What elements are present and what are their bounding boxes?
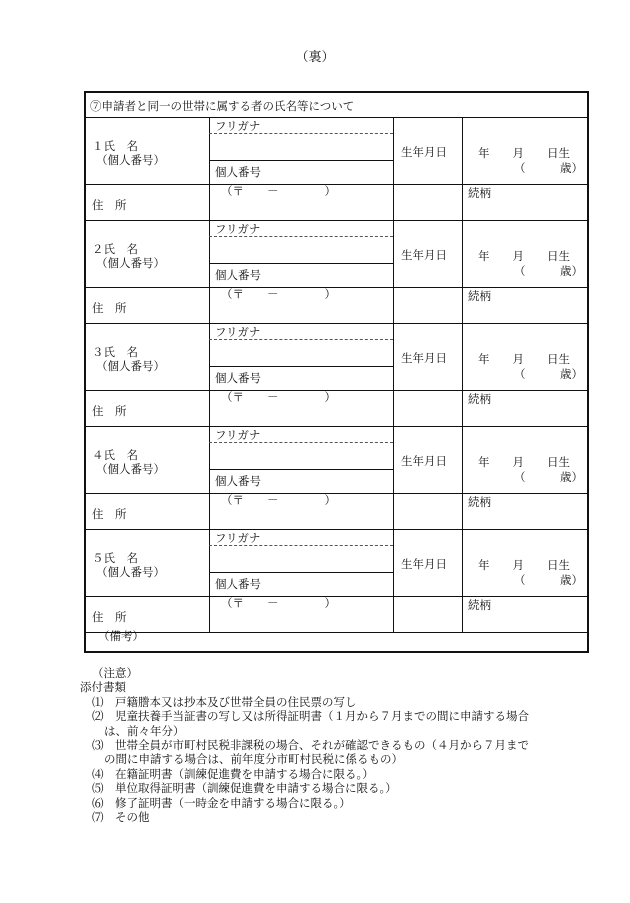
postal-code-field[interactable]: （〒 － ） [221, 390, 336, 404]
member-block-divider [86, 632, 587, 633]
age-field[interactable]: （ 歳） [514, 573, 583, 587]
kojin-bango-label: 個人番号 [215, 474, 261, 488]
name-number-divider [209, 160, 393, 161]
postal-code-field[interactable]: （〒 － ） [221, 287, 336, 301]
column-divider [393, 426, 394, 529]
member-block-divider [86, 529, 587, 530]
heading-divider [86, 117, 587, 118]
postal-code-field[interactable]: （〒 － ） [221, 493, 336, 507]
birth-date-field[interactable]: 年 月 日生 [478, 352, 570, 366]
furigana-label: フリガナ [215, 222, 261, 236]
member-name-label: ４氏 名 [92, 448, 138, 462]
form-heading: ⑦申請者と同一の世帯に属する者の氏名等について [90, 99, 355, 113]
address-label: 住 所 [92, 610, 127, 624]
relation-label: 続柄 [468, 392, 491, 406]
member-name-label: １氏 名 [92, 139, 138, 153]
furigana-label: フリガナ [215, 325, 261, 339]
column-divider [462, 323, 463, 426]
birth-date-label: 生年月日 [401, 145, 447, 159]
age-field[interactable]: （ 歳） [514, 161, 583, 175]
age-field[interactable]: （ 歳） [514, 470, 583, 484]
kojin-bango-label: 個人番号 [215, 371, 261, 385]
household-members-form [84, 91, 589, 653]
note-item-continuation: は、前々年分） [104, 723, 185, 738]
member-block-divider [86, 323, 587, 324]
address-divider [86, 596, 587, 597]
column-divider [209, 287, 210, 323]
column-divider [209, 493, 210, 529]
member-number-label: （個人番号） [96, 359, 165, 373]
column-divider [393, 529, 394, 632]
name-field[interactable] [210, 340, 392, 365]
postal-code-field[interactable]: （〒 － ） [221, 184, 336, 198]
relation-label: 続柄 [468, 495, 491, 509]
address-divider [86, 390, 587, 391]
furigana-label: フリガナ [215, 428, 261, 442]
member-name-label: ５氏 名 [92, 551, 138, 565]
name-field[interactable] [210, 546, 392, 571]
name-number-divider [209, 572, 393, 573]
furigana-label: フリガナ [215, 531, 261, 545]
name-number-divider [209, 263, 393, 264]
member-number-label: （個人番号） [96, 153, 165, 167]
birth-date-label: 生年月日 [401, 351, 447, 365]
note-item: ⑵ 児童扶養手当証書の写し又は所得証明書（１月から７月までの間に申請する場合 [92, 709, 529, 724]
member-block-divider [86, 220, 587, 221]
birth-date-label: 生年月日 [401, 454, 447, 468]
kojin-bango-label: 個人番号 [215, 165, 261, 179]
member-block-divider [86, 426, 587, 427]
birth-date-label: 生年月日 [401, 248, 447, 262]
name-field[interactable] [210, 134, 392, 159]
birth-date-field[interactable]: 年 月 日生 [478, 249, 570, 263]
column-divider [209, 596, 210, 632]
column-divider [393, 220, 394, 323]
postal-code-field[interactable]: （〒 － ） [221, 596, 336, 610]
column-divider [393, 117, 394, 220]
remarks-label: （備考） [98, 629, 144, 643]
furigana-label: フリガナ [215, 119, 261, 133]
notes-section [80, 666, 600, 824]
note-item: ⑸ 単位取得証明書（訓練促進費を申請する場合に限る。） [92, 781, 397, 796]
column-divider [462, 529, 463, 632]
name-field[interactable] [210, 443, 392, 468]
name-number-divider [209, 469, 393, 470]
page-title: （裏） [295, 50, 335, 65]
address-label: 住 所 [92, 404, 127, 418]
member-number-label: （個人番号） [96, 462, 165, 476]
note-item: ⑹ 修了証明書（一時金を申請する場合に限る。） [92, 795, 351, 810]
birth-date-field[interactable]: 年 月 日生 [478, 455, 570, 469]
address-label: 住 所 [92, 301, 127, 315]
note-item: ⑴ 戸籍謄本又は抄本及び世帯全員の住民票の写し [92, 694, 357, 709]
member-number-label: （個人番号） [96, 256, 165, 270]
age-field[interactable]: （ 歳） [514, 367, 583, 381]
note-item: ⑺ その他 [92, 810, 150, 825]
column-divider [209, 184, 210, 220]
relation-label: 続柄 [468, 598, 491, 612]
birth-date-field[interactable]: 年 月 日生 [478, 146, 570, 160]
relation-label: 続柄 [468, 289, 491, 303]
name-number-divider [209, 366, 393, 367]
notes-title: （注意） [92, 666, 138, 680]
member-number-label: （個人番号） [96, 565, 165, 579]
column-divider [462, 220, 463, 323]
note-item: ⑶ 世帯全員が市町村民税非課税の場合、それが確認できるもの（４月から７月まで [92, 738, 529, 753]
note-item: ⑷ 在籍証明書（訓練促進費を申請する場合に限る。） [92, 766, 374, 781]
column-divider [209, 390, 210, 426]
column-divider [462, 117, 463, 220]
birth-date-field[interactable]: 年 月 日生 [478, 558, 570, 572]
address-divider [86, 287, 587, 288]
notes-subtitle: 添付書類 [80, 680, 126, 695]
age-field[interactable]: （ 歳） [514, 264, 583, 278]
relation-label: 続柄 [468, 186, 491, 200]
address-divider [86, 493, 587, 494]
kojin-bango-label: 個人番号 [215, 268, 261, 282]
member-name-label: ３氏 名 [92, 345, 138, 359]
column-divider [393, 323, 394, 426]
note-item-continuation: の間に申請する場合は、前年度分市町村民税に係るもの） [104, 752, 403, 767]
address-label: 住 所 [92, 198, 127, 212]
address-divider [86, 184, 587, 185]
member-name-label: ２氏 名 [92, 242, 138, 256]
kojin-bango-label: 個人番号 [215, 577, 261, 591]
address-label: 住 所 [92, 507, 127, 521]
column-divider [462, 426, 463, 529]
birth-date-label: 生年月日 [401, 557, 447, 571]
name-field[interactable] [210, 237, 392, 262]
